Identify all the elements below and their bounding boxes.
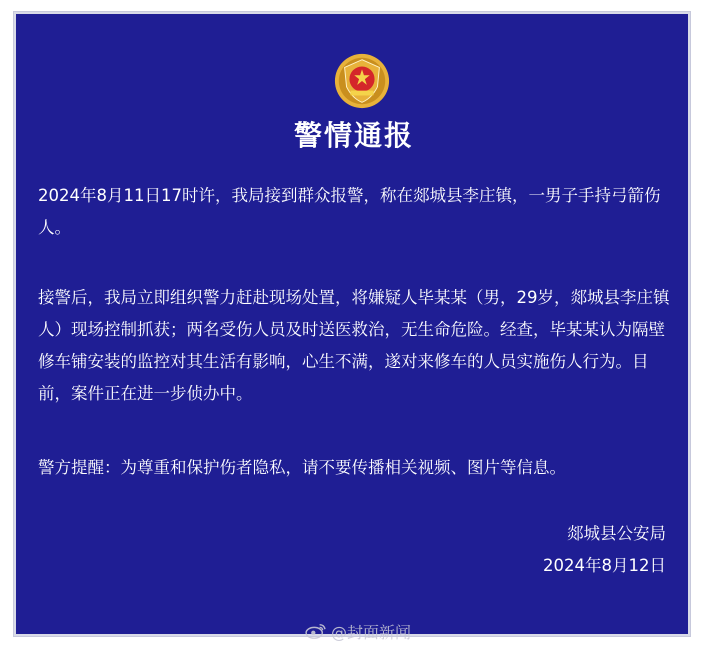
watermark-text: @封面新闻	[331, 622, 412, 642]
watermark	[305, 618, 411, 644]
page-title: 警情通报	[293, 119, 414, 152]
police-emblem-icon	[333, 52, 391, 110]
signature-organization: 郯城县公安局	[567, 524, 666, 543]
notice-paragraph: 接警后，我局立即组织警力赶赴现场处置，将嫌疑人毕某某（男，29岁，郯城县李庄镇人）现场控制抓获；两名受伤人员及时送医救治，无生命危险。经查，毕某某认为隔壁修车铺安装的监控对其生活有影响，心生不满，遂对来修车的人员实施伤人行为。目前，案件正在进一步侦办中。	[38, 288, 670, 403]
notice-paragraph: 2024年8月11日17时许，我局接到群众报警，称在郯城县李庄镇，一男子手持弓箭伤人。	[38, 186, 661, 237]
notice-paragraph: 警方提醒：为尊重和保护伤者隐私，请不要传播相关视频、图片等信息。	[38, 458, 566, 477]
weibo-icon	[305, 622, 327, 640]
signature-date: 2024年8月12日	[543, 556, 666, 575]
notice-panel	[14, 12, 690, 636]
